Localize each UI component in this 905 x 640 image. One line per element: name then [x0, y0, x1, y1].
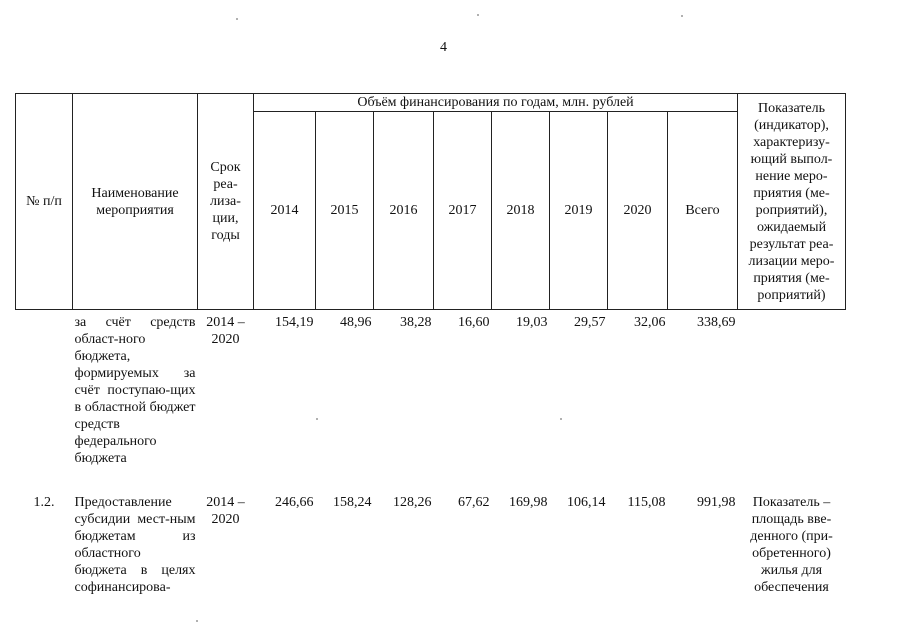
- header-funding-group: Объём финансирования по годам, млн. рублей: [254, 94, 738, 112]
- funding-table: [15, 93, 846, 596]
- value-cell: 48,96: [340, 315, 372, 330]
- scan-speck: [236, 18, 238, 20]
- value-cell: 38,28: [400, 315, 432, 330]
- value-cell: 29,57: [574, 315, 606, 330]
- value-cell: 128,26: [393, 495, 432, 510]
- header-year: 2018: [492, 112, 550, 310]
- period-cell: 2014 – 2020: [206, 315, 245, 347]
- value-cell: 16,60: [458, 315, 490, 330]
- scan-speck: [477, 14, 479, 16]
- row-number: [16, 310, 73, 485]
- value-cell: 115,08: [627, 495, 666, 510]
- header-year: 2016: [374, 112, 434, 310]
- header-indicator: Показатель (индикатор), характеризу-ющий выпол-нение меро-приятия (ме-роприятий), ожидаемый результат реа-лизации меро-приятия (ме-роприятий): [738, 94, 846, 310]
- header-year: 2015: [316, 112, 374, 310]
- header-row-1: [16, 94, 846, 112]
- measure-name: Предоставление субсидии мест-ным бюджетам из областного бюджета в целях софинансирова-: [74, 495, 196, 595]
- header-total: Всего: [668, 112, 738, 310]
- value-cell: 246,66: [275, 495, 314, 510]
- header-year: 2014: [254, 112, 316, 310]
- value-cell: 19,03: [516, 315, 548, 330]
- table-row: [16, 310, 846, 485]
- indicator-cell: Показатель – площадь вве-денного (при-обретенного) жилья для обеспечения: [750, 495, 833, 595]
- header-name: Наименование мероприятия: [73, 94, 198, 310]
- scan-speck: [196, 620, 198, 622]
- measure-name: за счёт средств област-ного бюджета, формируемых за счёт поступаю-щих в областной бюджет средств федерального бюджета: [74, 315, 196, 466]
- scan-speck: [681, 15, 683, 17]
- value-cell: 67,62: [458, 495, 490, 510]
- table-row: [16, 490, 846, 596]
- value-cell: 169,98: [509, 495, 548, 510]
- value-cell: 32,06: [634, 315, 666, 330]
- total-cell: 338,69: [697, 315, 736, 330]
- value-cell: 154,19: [275, 315, 314, 330]
- page-number: 4: [440, 40, 447, 55]
- header-year: 2017: [434, 112, 492, 310]
- header-year: 2019: [550, 112, 608, 310]
- header-year: 2020: [608, 112, 668, 310]
- total-cell: 991,98: [697, 495, 736, 510]
- row-number: 1.2.: [33, 495, 55, 510]
- indicator-cell: [738, 310, 846, 485]
- header-row-no: № п/п: [16, 94, 73, 310]
- value-cell: 106,14: [567, 495, 606, 510]
- value-cell: 158,24: [333, 495, 372, 510]
- header-period: Срок реа-лиза-ции, годы: [198, 94, 254, 310]
- period-cell: 2014 – 2020: [206, 495, 245, 527]
